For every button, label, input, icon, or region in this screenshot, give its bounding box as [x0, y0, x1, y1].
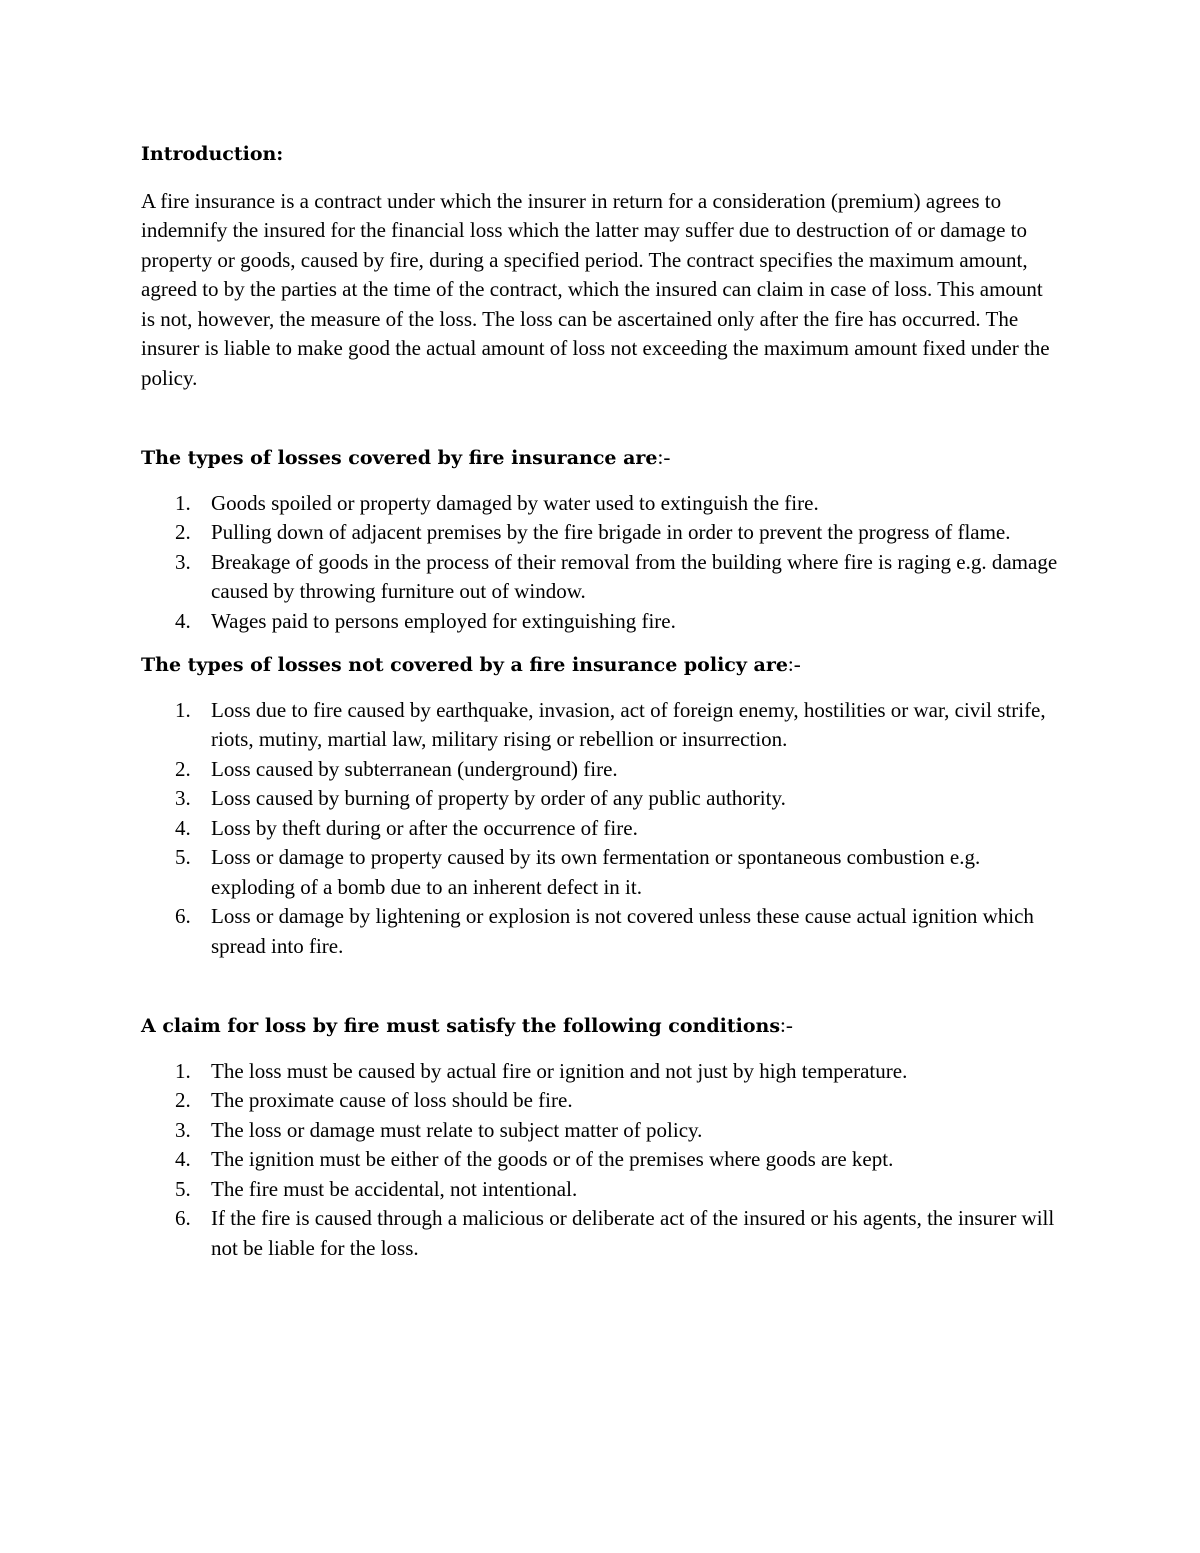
list-number: 1. — [175, 1058, 191, 1083]
claim-heading-suffix: :- — [780, 1013, 793, 1037]
list-number: 6. — [175, 904, 191, 928]
list-item — [141, 843, 1061, 902]
list-number: 1. — [175, 490, 191, 515]
list-item — [141, 1116, 1061, 1146]
list-text: The loss must be caused by actual fire or ignition and not just by high temperature. — [211, 1058, 908, 1083]
covered-list — [141, 489, 1061, 637]
list-text: Loss or damage to property caused by its own fermentation or spontaneous combustion e.g. exploding of a bomb due to an inherent defect in it. — [211, 845, 981, 899]
list-item — [141, 1057, 1061, 1087]
not-covered-list — [141, 696, 1061, 962]
list-item — [141, 489, 1061, 519]
list-text: If the fire is caused through a malicious or deliberate act of the insured or his agents, the insurer will not be liable for the loss. — [211, 1206, 1055, 1260]
not-covered-heading-suffix: :- — [787, 652, 801, 676]
not-covered-heading — [141, 650, 1061, 681]
list-text: Loss by theft during or after the occurrence of fire. — [211, 815, 638, 840]
intro-paragraph: A fire insurance is a contract under which the insurer in return for a consideration (premium) agrees to indemnify the insured for the financial loss which the latter may suffer due to destruction of or damage to property or goods, caused by fire, during a specified period. The contract specifies the maximum amount, agreed to by the parties at the time of the contract, which the insured can claim in case of loss. This amount is not, however, the measure of the loss. The loss can be ascertained only after the fire has occurred. The insurer is liable to make good the actual amount of loss not exceeding the maximum amount fixed under the policy. — [141, 188, 1050, 390]
list-number: 4. — [175, 608, 191, 633]
list-text: The loss or damage must relate to subject matter of policy. — [211, 1117, 703, 1142]
claim-section — [141, 1011, 1061, 1263]
list-text: Goods spoiled or property damaged by water used to extinguish the fire. — [211, 490, 819, 515]
list-number: 6. — [175, 1206, 191, 1230]
list-item — [141, 696, 1061, 755]
claim-heading — [141, 1011, 1061, 1042]
list-item — [141, 1086, 1061, 1116]
covered-section — [141, 443, 1061, 636]
list-text: Loss caused by subterranean (underground) fire. — [211, 756, 618, 781]
list-text: Wages paid to persons employed for extinguishing fire. — [211, 608, 676, 633]
document-page — [141, 140, 1061, 1263]
not-covered-heading-text: The types of losses not covered by a fire insurance policy are — [141, 654, 788, 676]
covered-heading-text: The types of losses covered by fire insurance are — [141, 447, 658, 469]
list-item — [141, 814, 1061, 844]
list-number: 1. — [175, 697, 191, 722]
list-text: The proximate cause of loss should be fire. — [211, 1088, 573, 1112]
covered-heading — [141, 443, 1061, 474]
list-number: 2. — [175, 756, 191, 781]
list-text: Loss caused by burning of property by order of any public authority. — [211, 786, 786, 810]
list-number: 2. — [175, 1088, 191, 1112]
list-text: Loss due to fire caused by earthquake, invasion, act of foreign enemy, hostilities or war, civil strife, riots, mutiny, martial law, military rising or rebellion or insurrection. — [211, 697, 1046, 751]
list-number: 3. — [175, 1117, 191, 1142]
list-text: Pulling down of adjacent premises by the fire brigade in order to prevent the progress of flame. — [211, 520, 1011, 544]
list-item — [141, 548, 1061, 607]
list-item — [141, 1204, 1061, 1263]
list-item — [141, 607, 1061, 637]
not-covered-section — [141, 650, 1061, 961]
list-number: 4. — [175, 1147, 191, 1171]
list-number: 4. — [175, 815, 191, 840]
list-text: Breakage of goods in the process of their removal from the building where fire is raging e.g. damage caused by throwing furniture out of window. — [211, 549, 1058, 603]
list-number: 5. — [175, 845, 191, 869]
list-item — [141, 1145, 1061, 1175]
list-item — [141, 755, 1061, 785]
list-number: 3. — [175, 786, 191, 810]
list-number: 5. — [175, 1176, 191, 1201]
list-text: Loss or damage by lightening or explosion is not covered unless these cause actual ignition which spread into fire. — [211, 904, 1034, 958]
list-item — [141, 784, 1061, 814]
list-item — [141, 1175, 1061, 1205]
intro-heading: Introduction: — [141, 143, 284, 165]
list-text: The ignition must be either of the goods or of the premises where goods are kept. — [211, 1147, 894, 1171]
list-item — [141, 902, 1061, 961]
list-text: The fire must be accidental, not intentional. — [211, 1176, 578, 1201]
claim-list — [141, 1057, 1061, 1264]
claim-heading-text: A claim for loss by fire must satisfy the following conditions — [141, 1015, 781, 1037]
list-number: 2. — [175, 520, 191, 544]
list-number: 3. — [175, 549, 191, 574]
covered-heading-suffix: :- — [657, 445, 671, 469]
list-item — [141, 518, 1061, 548]
